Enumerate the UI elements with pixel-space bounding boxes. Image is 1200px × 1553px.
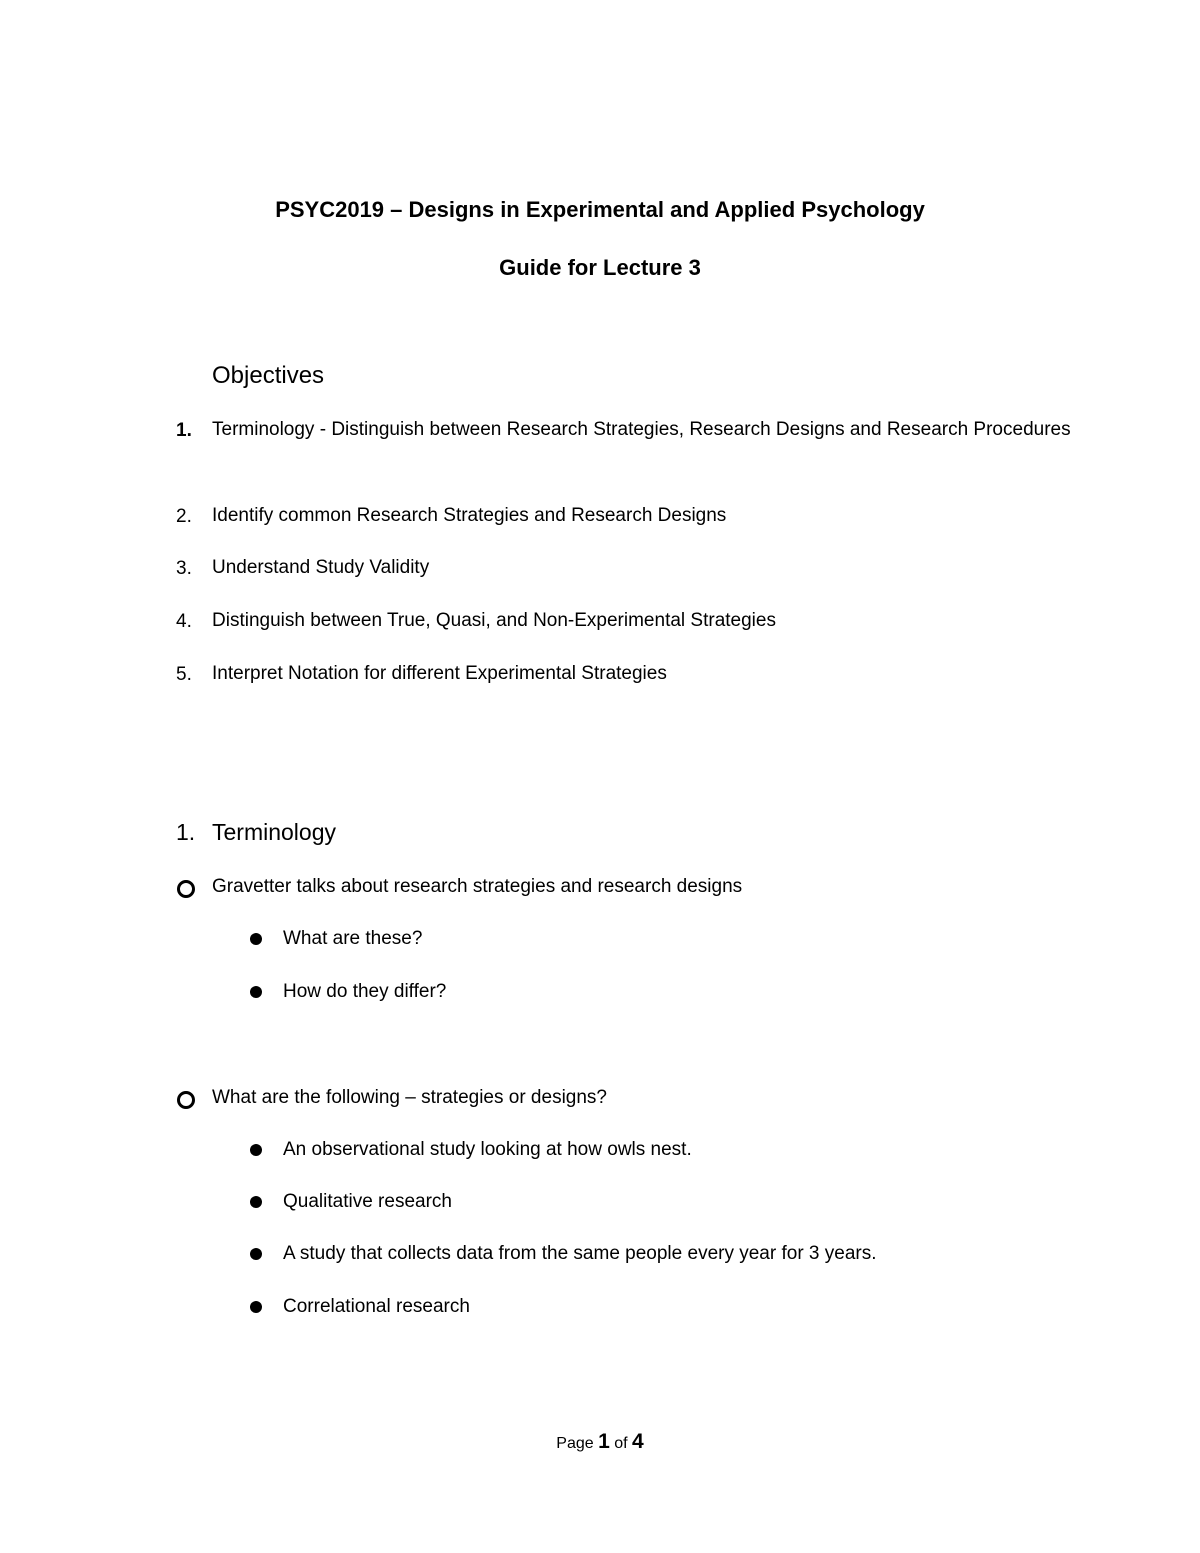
document-subtitle: Guide for Lecture 3 <box>499 255 701 280</box>
objective-number: 3. <box>176 558 192 579</box>
objective-number: 2. <box>176 506 192 527</box>
filled-dot-bullet-icon <box>250 986 262 998</box>
page-total: 4 <box>632 1430 644 1453</box>
document-title: PSYC2019 – Designs in Experimental and Applied Psychology <box>275 197 925 222</box>
sub-bullet-text: An observational study looking at how owls nest. <box>283 1139 692 1160</box>
sub-bullet-text: Qualitative research <box>283 1191 452 1212</box>
objective-number: 5. <box>176 664 192 685</box>
objective-text: Understand Study Validity <box>212 557 430 578</box>
filled-dot-bullet-icon <box>250 933 262 945</box>
filled-dot-bullet-icon <box>250 1196 262 1208</box>
section-title: Terminology <box>212 819 336 845</box>
filled-dot-bullet-icon <box>250 1144 262 1156</box>
sub-bullet-text: A study that collects data from the same people every year for 3 years. <box>283 1243 877 1264</box>
sub-bullet-text: What are these? <box>283 928 423 949</box>
hollow-circle-bullet-icon <box>177 880 195 898</box>
page-number: 1 <box>598 1430 610 1453</box>
sub-bullet-text: How do they differ? <box>283 981 447 1002</box>
objectives-heading: Objectives <box>212 362 325 389</box>
objective-text: Identify common Research Strategies and Research Designs <box>212 505 727 526</box>
objective-number: 4. <box>176 611 192 632</box>
objective-text: Interpret Notation for different Experimental Strategies <box>212 663 667 684</box>
objective-text: Terminology - Distinguish between Research Strategies, Research Designs and Research Procedures <box>212 419 1071 440</box>
sub-bullet-text: Correlational research <box>283 1296 470 1317</box>
page-footer <box>0 1428 1200 1458</box>
objective-number: 1. <box>176 420 192 441</box>
bullet-point-text: What are the following – strategies or designs? <box>212 1087 607 1108</box>
hollow-circle-bullet-icon <box>177 1091 195 1109</box>
filled-dot-bullet-icon <box>250 1301 262 1313</box>
page-label: Page <box>556 1435 594 1452</box>
filled-dot-bullet-icon <box>250 1248 262 1260</box>
bullet-point-text: Gravetter talks about research strategies and research designs <box>212 876 743 897</box>
of-label: of <box>614 1435 628 1452</box>
objective-text: Distinguish between True, Quasi, and Non-Experimental Strategies <box>212 610 776 631</box>
section-number: 1. <box>176 819 196 845</box>
